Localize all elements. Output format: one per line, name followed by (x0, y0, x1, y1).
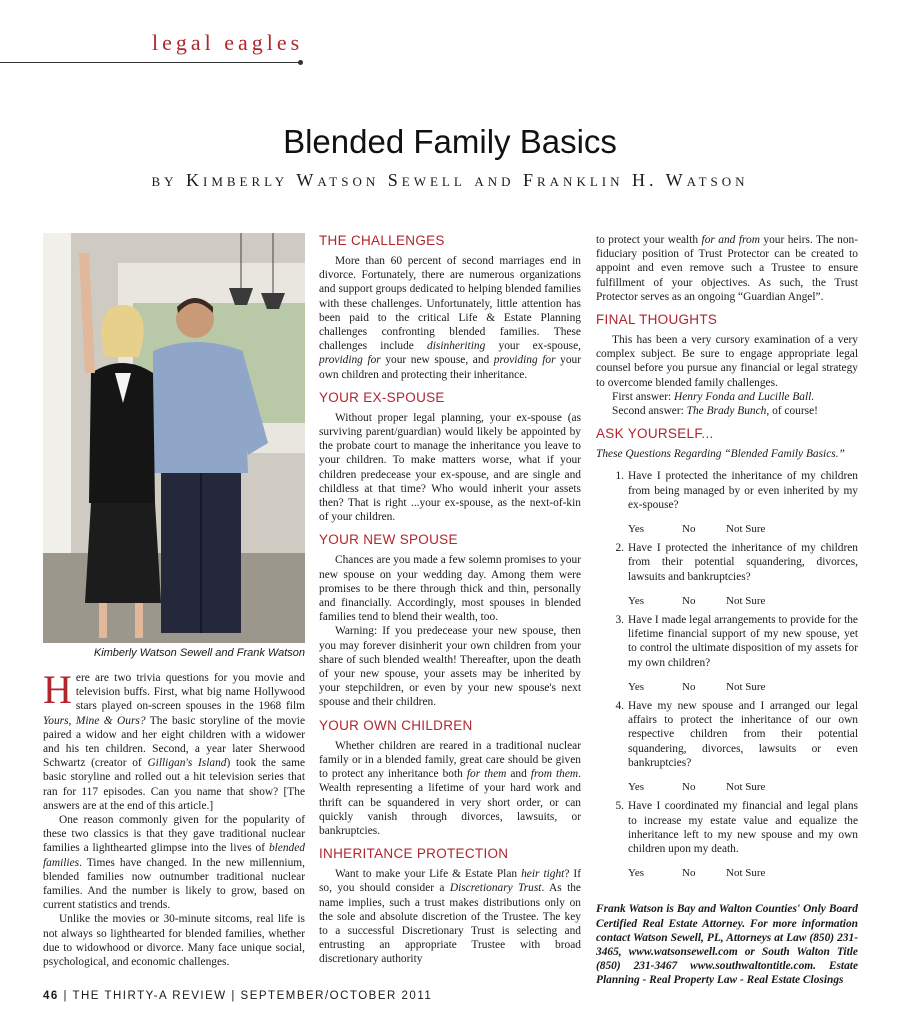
heading-own-children: YOUR OWN CHILDREN (319, 717, 473, 733)
question-item (596, 541, 858, 608)
paragraph (319, 739, 581, 838)
question-text: Have I coordinated my financial and legal plans to increase my estate value and equalize the inheritance left to my new spouse and my own children upon my death. (628, 800, 858, 855)
text-run: Second answer: (612, 405, 687, 418)
column-1 (43, 667, 305, 969)
emphasis: Henry Fonda and Lucille Ball. (674, 390, 815, 403)
text-run: , of course! (766, 405, 818, 418)
question-item (596, 799, 858, 880)
text-run: Whether children are reared in a traditional nuclear family or in a blended family, great care should be given to protect any inheritance both (319, 739, 581, 781)
heading-inheritance-protection: INHERITANCE PROTECTION (319, 846, 509, 862)
heading-final-thoughts: FINAL THOUGHTS (596, 312, 718, 328)
answer-no[interactable]: No (682, 867, 696, 880)
emphasis: Discretionary Trust (449, 882, 542, 895)
byline (0, 170, 900, 191)
answer-not-sure[interactable]: Not Sure (726, 781, 766, 794)
footer-separator: | (226, 990, 241, 1002)
intro-paragraph (43, 667, 305, 813)
answer-not-sure[interactable]: Not Sure (726, 680, 766, 693)
answer-yes[interactable]: Yes (628, 867, 645, 880)
emphasis: providing for (319, 354, 381, 367)
paragraph: Warning: If you predecease your new spouse, then you may forever disinherit your own children from your share of such blended wealth! Thereafter, upon the death of your new spouse, your assets may be inherited by your stepchildren, or even by your new spouse's next spouse and their children. (319, 625, 581, 709)
text-run: your heirs. The non-fiduciary position of Trust Protector can be created to appoint and even remove such a Trustee to ensure fulfillment of your objectives. As such, the Trust Protector serves as an ongoing “Guardian Angel”. (596, 234, 858, 303)
heading-challenges: THE CHALLENGES (319, 233, 445, 248)
photo-caption: Kimberly Watson Sewell and Frank Watson (93, 647, 305, 659)
question-number: 1. (615, 470, 624, 483)
text-run: . Times have changed. In the new millennium, blended families now outnumber traditional nuclear families. And the number is likely to grow, based on current statistics and trends. (43, 856, 305, 912)
author-bio: Frank Watson is Bay and Walton Counties' Only Board Certified Real Estate Attorney. For more information contact Watson Sewell, PL, Attorneys at Law (850) 231-3465, www.watsonsewell.com or South Walton Title (850) 231-3467 www.southwaltontitle.com. Estate Planning - Real Property Law - Real Estate Closings (596, 903, 858, 987)
paragraph (43, 813, 305, 912)
issue-date: SEPTEMBER/OCTOBER 2011 (240, 990, 433, 1002)
answer-not-sure[interactable]: Not Sure (726, 867, 766, 880)
column-2 (319, 233, 581, 967)
answer-no[interactable]: No (682, 680, 696, 693)
ask-intro: These Questions Regarding “Blended Family Basics.” (596, 448, 845, 461)
author-photo (43, 233, 305, 643)
answer-no[interactable]: No (682, 781, 696, 794)
question-row (596, 613, 858, 670)
question-row (596, 469, 858, 512)
byline-by: by (151, 170, 178, 190)
emphasis: for them (466, 768, 507, 781)
header-rule (0, 62, 300, 63)
emphasis: The Brady Bunch (686, 405, 767, 418)
question-text: Have my new spouse and I arranged our legal affairs to protect the inheritance of our own respective children from their potential squandering, divorces, lawsuits or even bankruptcies? (628, 700, 858, 769)
header-rule-dot (298, 60, 303, 65)
question-item (596, 699, 858, 794)
section-label: legal eagles (152, 30, 304, 55)
text-run: ere are two trivia questions for you movie and television buffs. First, what big name Hollywood stars played on-screen spouses in the 1968 film (75, 672, 305, 713)
question-text: Have I protected the inheritance of my children from being managed by or even inherited by my ex-spouse? (628, 470, 858, 511)
article-title: Blended Family Basics (283, 123, 617, 160)
answer-options (628, 522, 858, 536)
drop-cap: H (43, 667, 72, 712)
text-run: More than 60 percent of second marriages end in divorce. Fortunately, there are numerous organizations and support groups dedicated to helping blended families with these challenges. Unfortunately, little attention has been paid to the critical Life & Estate Planning challenges confronting blended families. These challenges include (319, 255, 581, 353)
heading-new-spouse: YOUR NEW SPOUSE (319, 532, 458, 548)
paragraph: Chances are you made a few solemn promises to your new spouse on your wedding day. Among them were promises to be there through thick and thin, personally and financially. Accordingly, most spouses in blended families tend to blend their wealth, too. (319, 554, 581, 624)
byline-and: and (474, 170, 515, 190)
answer-yes[interactable]: Yes (628, 594, 645, 607)
text-run: First answer: (612, 390, 675, 403)
answer-options (628, 780, 858, 794)
answer-2 (596, 404, 858, 418)
answer-options (628, 594, 858, 608)
emphasis: heir tight (521, 868, 565, 881)
footer-separator: | (58, 990, 73, 1002)
author-photo-illustration (43, 233, 305, 643)
emphasis: blended families (43, 842, 305, 869)
answer-not-sure[interactable]: Not Sure (726, 594, 766, 607)
answer-no[interactable]: No (682, 523, 696, 536)
question-item (596, 613, 858, 694)
answer-no[interactable]: No (682, 594, 696, 607)
answer-not-sure[interactable]: Not Sure (726, 523, 766, 536)
paragraph: This has been a very cursory examination of a very complex subject. Be sure to engage appropriate legal counsel before you pursue any financial or legal strategy to overcome blended family challenges. (596, 334, 858, 389)
text-run: to protect your wealth (596, 234, 702, 246)
text-run: . Wealth representing a lifetime of your hard work and thrift can be squandered in very short order, or can quickly vanish through divorces, lawsuits, or bankruptcies. (319, 768, 581, 837)
byline-author-1: Kimberly Watson Sewell (186, 170, 466, 190)
question-list (596, 469, 858, 880)
text-run: your new spouse, and (380, 354, 494, 367)
publication-name: THE THIRTY-A REVIEW (72, 990, 227, 1002)
emphasis: disinheriting (427, 340, 486, 353)
question-text: Have I made legal arrangements to provide for the lifetime financial support of my new spouse, yet to control the ultimate disposition of my assets for my own children? (628, 614, 858, 669)
question-number: 4. (615, 700, 624, 713)
column-3 (596, 233, 858, 988)
question-item (596, 469, 858, 536)
text-run: ? If so, you should consider a (319, 868, 581, 895)
text-run: Want to make your Life & Estate Plan (335, 868, 522, 881)
question-row (596, 541, 858, 584)
show-title: Gilligan's Island (147, 757, 227, 770)
text-run: your own children and protecting their inheritance. (319, 354, 582, 381)
answer-yes[interactable]: Yes (628, 781, 645, 794)
page-footer (43, 990, 432, 1002)
text-run: and (506, 768, 531, 781)
page-number: 46 (43, 990, 59, 1002)
question-number: 3. (615, 614, 624, 627)
text-run: your ex-spouse, (485, 340, 581, 353)
film-title: Yours, Mine & Ours? (43, 714, 146, 727)
paragraph (596, 233, 858, 304)
heading-ex-spouse: YOUR EX-SPOUSE (319, 389, 445, 405)
paragraph (319, 254, 581, 382)
answer-options (628, 680, 858, 694)
question-row (596, 799, 858, 856)
question-number: 5. (615, 800, 624, 813)
answer-1 (596, 390, 858, 404)
text-run: ) took the same basic storyline and rolled out a hit television series that ran for 117 episodes. Can you name that show? [The answers are at the end of this article.] (43, 757, 305, 812)
heading-ask-yourself: ASK YOURSELF... (596, 426, 714, 442)
paragraph (319, 867, 581, 966)
paragraph: Without proper legal planning, your ex-spouse (as surviving parent/guardian) would likely be appointed by the probate court to manage the inheritance you leave to your children. To make matters worse, what if your children predecease your ex-spouse, and are single and childless at that time? Who would inherit your assets then? That is right ...your ex-spouse, as the next-of-kin of your children. (319, 411, 581, 524)
question-row (596, 699, 858, 770)
emphasis: for and from (701, 234, 760, 246)
paragraph: Unlike the movies or 30-minute sitcoms, real life is not always so lighthearted for blended families, whether due to widowhood or divorce. Many face unique social, psychological, and economic challenges. (43, 913, 305, 969)
text-run: The basic storyline of the movie paired a widow and her eight children with a widower and his ten children. Second, a year later Sherwood Schwartz (creator of (43, 714, 305, 770)
text-run: One reason commonly given for the popularity of these two classics is that they gave traditional nuclear families a lighthearted glimpse into the lives of (43, 814, 305, 855)
answer-options (628, 866, 858, 880)
byline-author-2: Franklin H. Watson (522, 170, 749, 190)
text-run: . As the name implies, such a trust makes distributions only on the sole and absolute discretion of the Trustee. The key to a successful Discretionary Trust is selecting and entrusting an appropriate Trustee with broad discretionary authority (319, 882, 581, 966)
emphasis: from them (530, 768, 579, 781)
answer-yes[interactable]: Yes (628, 523, 645, 536)
emphasis: providing for (493, 354, 556, 367)
answer-yes[interactable]: Yes (628, 680, 645, 693)
question-text: Have I protected the inheritance of my children from their potential squandering, divorces, lawsuits and bankruptcies? (628, 542, 858, 583)
question-number: 2. (615, 542, 624, 555)
